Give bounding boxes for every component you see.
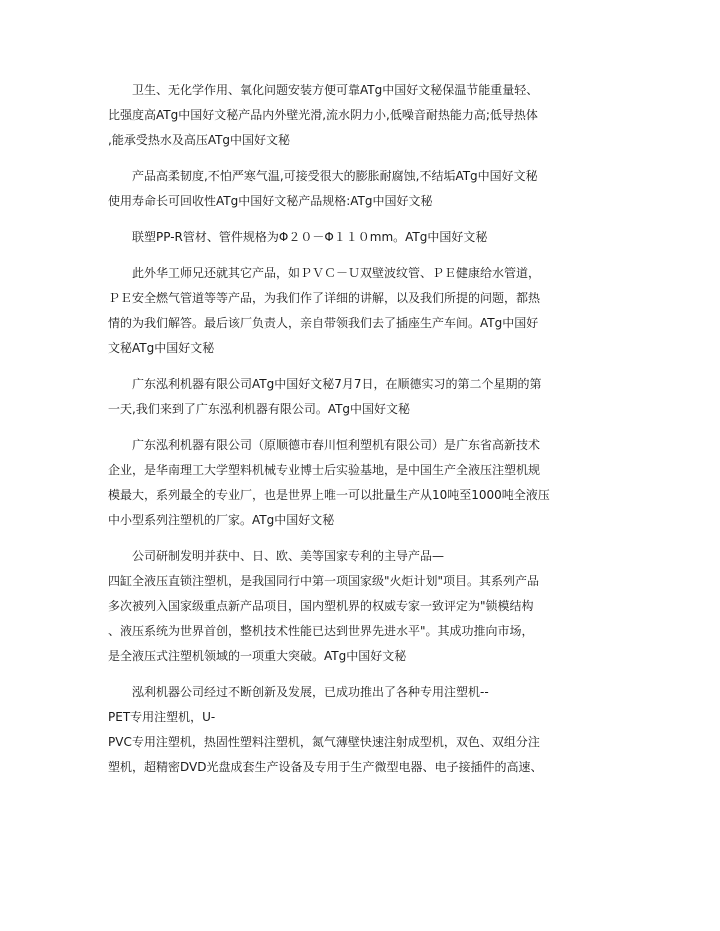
paragraph-5 [108, 372, 614, 422]
text-line: 塑机，超精密DVD光盘成套生产设备及专用于生产微型电器、电子接插件的高速、 [108, 760, 543, 774]
text-line: 卫生、无化学作用、氧化问题安装方便可靠ATg中国好文秘保温节能重量轻、 [132, 83, 539, 97]
paragraph-8 [108, 569, 614, 669]
text-line: PET专用注塑机，U- [108, 710, 216, 724]
paragraph-11 [108, 730, 614, 780]
text-line: 广东泓利机器有限公司（原顺德市春川恒利塑机有限公司）是广东省高新技术 [132, 438, 541, 452]
text-line: 广东泓利机器有限公司ATg中国好文秘7月7日，在顺德实习的第二个星期的第 [132, 377, 542, 391]
text-line: 产品高柔韧度,不怕严寒气温,可接受很大的膨胀耐腐蚀,不结垢ATg中国好文秘 [132, 169, 538, 183]
text-line: 比强度高ATg中国好文秘产品内外壁光滑,流水阴力小,低噪音耐热能力高;低导热体 [108, 108, 538, 122]
paragraph-10 [108, 705, 614, 730]
text-line: ,能承受热水及高压ATg中国好文秘 [108, 133, 291, 147]
text-line: 情的为我们解答。最后该厂负责人，亲自带领我们去了插座生产车间。ATg中国好 [108, 316, 539, 330]
text-line: ＰＥ安全燃气管道等等产品，为我们作了详细的讲解，以及我们所提的问题，都热 [108, 291, 541, 305]
text-line: 是全液压式注塑机领域的一项重大突破。ATg中国好文秘 [108, 649, 407, 663]
text-line: 多次被列入国家级重点新产品项目，国内塑机界的权威专家一致评定为"锁模结构 [108, 599, 534, 613]
text-line: 泓利机器公司经过不断创新及发展，已成功推出了各种专用注塑机-- [132, 685, 489, 699]
text-line: 模最大，系列最全的专业厂，也是世界上唯一可以批量生产从10吨至1000吨全液压 [108, 488, 550, 502]
paragraph-6 [108, 433, 614, 533]
text-line: 、液压系统为世界首创，整机技术性能已达到世界先进水平"。其成功推向市场， [108, 624, 534, 638]
text-line: 使用寿命长可回收性ATg中国好文秘产品规格:ATg中国好文秘 [108, 194, 433, 208]
text-line: 四缸全液压直锁注塑机，是我国同行中第一项国家级"火炬计划"项目。其系列产品 [108, 574, 540, 588]
text-line: 中小型系列注塑机的厂家。ATg中国好文秘 [108, 513, 335, 527]
text-line: 企业，是华南理工大学塑料机械专业博士后实验基地，是中国生产全液压注塑机规 [108, 463, 541, 477]
paragraph-9 [108, 680, 614, 705]
text-line: 一天,我们来到了广东泓利机器有限公司。ATg中国好文秘 [108, 402, 411, 416]
text-line: 联塑PP-R管材、管件规格为Φ２０－Φ１１０mm。ATg中国好文秘 [132, 230, 488, 244]
text-line: 公司研制发明并获中、日、欧、美等国家专利的主导产品— [132, 549, 445, 563]
paragraph-7 [108, 544, 614, 569]
document-body [108, 78, 614, 780]
text-line: 文秘ATg中国好文秘 [108, 341, 215, 355]
paragraph-2 [108, 164, 614, 214]
text-line: PVC专用注塑机，热固性塑料注塑机，氮气薄壁快速注射成型机，双色、双组分注 [108, 735, 540, 749]
paragraph-3 [108, 225, 614, 250]
text-line: 此外华工师兄还就其它产品，如ＰＶＣ－Ｕ双壁波纹管、ＰＥ健康给水管道， [132, 266, 541, 280]
paragraph-1 [108, 78, 614, 153]
paragraph-4 [108, 261, 614, 361]
